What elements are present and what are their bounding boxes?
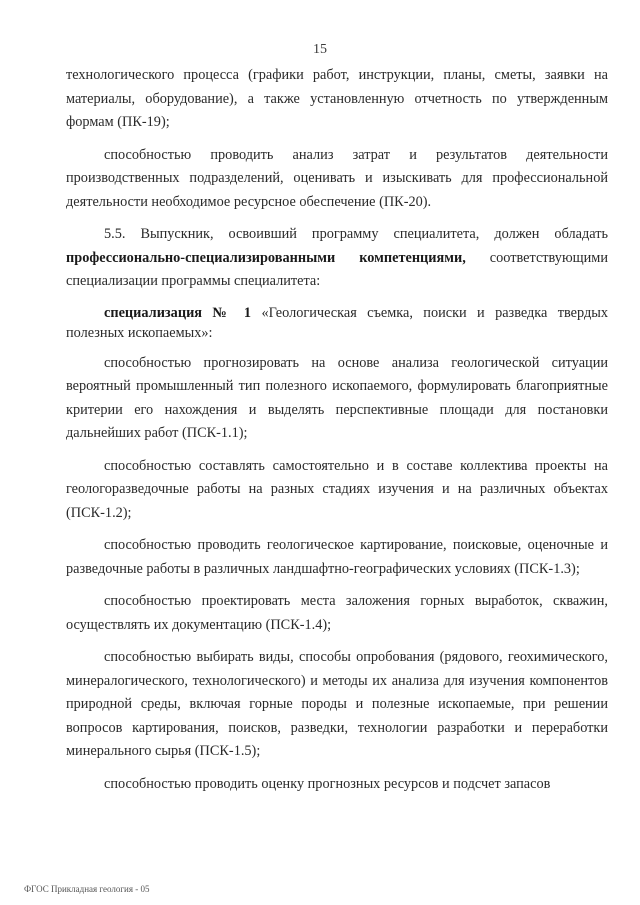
paragraph-5-5-bold: профессионально-специализированными компетенциями,: [66, 249, 466, 266]
paragraph-psk-1-2: способностью составлять самостоятельно и в составе коллектива проекты на геологоразведочные работы на разных стадиях изучения и на различных объектах (ПСК-1.2);: [66, 457, 608, 521]
paragraph-psk-1-1: способностью прогнозировать на основе анализа геологической ситуации вероятный промышленный тип полезного ископаемого, формулировать благоприятные критерии его нахождения и выделять перспективные площади для постановки дальнейших работ (ПСК-1.1);: [66, 354, 608, 441]
paragraph-psk-1-4: способностью проектировать места заложения горных выработок, скважин, осуществлять их документацию (ПСК-1.4);: [66, 593, 608, 633]
paragraph-psk-1-5: способностью выбирать виды, способы опробования (рядового, геохимического, минералогического, технологического) и методы их анализа для изучения компонентов природной среды, включая горные породы и полезные ископаемые, при решении вопросов картирования, поисков, разведки, технологии разработки и переработки минерального сырья (ПСК-1.5);: [66, 649, 608, 759]
specialization-label: специализация № 1: [104, 304, 252, 321]
document-body: [66, 64, 608, 805]
paragraph-5-5-lead: 5.5. Выпускник, освоивший программу специалитета, должен обладать: [104, 226, 608, 242]
paragraph-psk-1-3: способностью проводить геологическое картирование, поисковые, оценочные и разведочные работы в различных ландшафтно-географических условиях (ПСК-1.3);: [66, 537, 608, 577]
footer-label: ФГОС Прикладная геология - 05: [24, 884, 150, 894]
paragraph-pk19: технологического процесса (графики работ, инструкции, планы, сметы, заявки на материалы, оборудование), а также установленную отчетность по утвержденным формам (ПК-19);: [66, 67, 608, 130]
specialization-heading: [66, 303, 608, 343]
paragraph-5-5: [66, 223, 608, 294]
specialization-title: «Геологическая съемка, поиски и разведка твердых полезных ископаемых»:: [66, 304, 608, 341]
paragraph-psk-1-6-start: способностью проводить оценку прогнозных ресурсов и подсчет запасов: [104, 775, 551, 792]
paragraph-pk20: способностью проводить анализ затрат и результатов деятельности производственных подразделений, оценивать и изыскивать для профессиональной деятельности необходимое ресурсное обеспечение (ПК-20).: [66, 146, 608, 210]
paragraph-5-5-tail: соответствующими специализации программы специалитета:: [66, 249, 608, 289]
page-number: 15: [313, 42, 327, 57]
